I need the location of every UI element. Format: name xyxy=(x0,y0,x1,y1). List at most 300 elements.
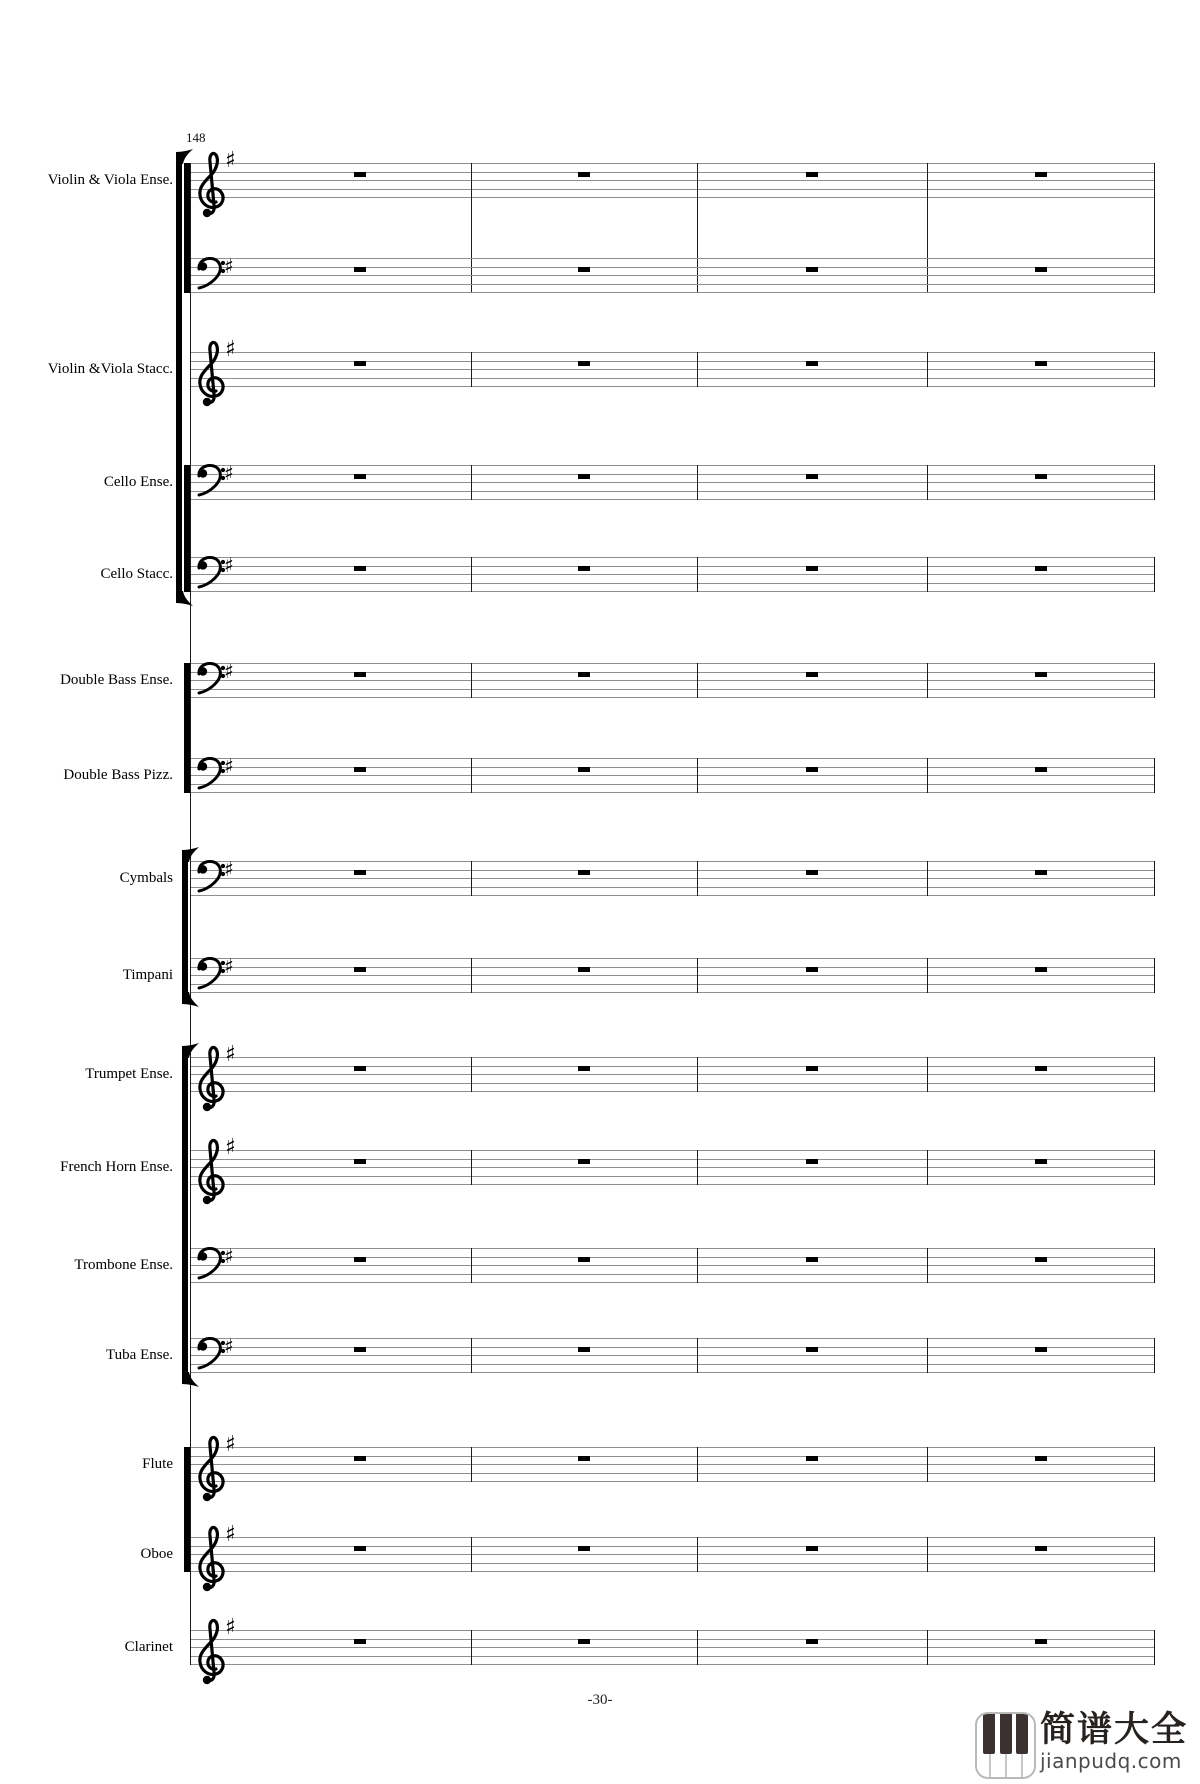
watermark xyxy=(975,1712,1188,1779)
key-signature-sharp: ♯ xyxy=(225,1522,236,1547)
page-number: -30- xyxy=(587,1692,613,1708)
barline xyxy=(927,1150,928,1185)
bass-clef xyxy=(195,957,227,996)
bracket-wing-icon xyxy=(182,992,199,1007)
staff-line xyxy=(190,163,1154,164)
final-barline xyxy=(1154,1630,1155,1665)
whole-rest xyxy=(578,767,590,772)
key-signature-sharp: ♯ xyxy=(224,1244,234,1268)
bracket-wing-icon xyxy=(182,1372,199,1387)
instrument-label-double-bass-pizz: Double Bass Pizz. xyxy=(63,767,173,783)
staff-line xyxy=(190,1372,1154,1373)
staff-line xyxy=(190,878,1154,879)
staff-flute xyxy=(190,1432,1154,1482)
bass-clef xyxy=(195,464,227,503)
whole-rest xyxy=(578,672,590,677)
barline xyxy=(697,352,698,387)
final-barline xyxy=(1154,465,1155,500)
staff-line xyxy=(190,861,1154,862)
whole-rest xyxy=(354,870,366,875)
staff-line xyxy=(190,663,1154,664)
bass-clef-icon xyxy=(195,464,227,498)
whole-rest xyxy=(354,1159,366,1164)
staff-line xyxy=(190,1664,1154,1665)
staff-line xyxy=(190,292,1154,293)
staff-line xyxy=(190,1481,1154,1482)
key-signature-sharp: ♯ xyxy=(225,337,236,362)
key-signature-sharp: ♯ xyxy=(224,461,234,485)
staff-clarinet xyxy=(190,1615,1154,1665)
whole-rest xyxy=(806,566,818,571)
barline xyxy=(471,1447,472,1482)
key-signature-sharp: ♯ xyxy=(225,1135,236,1160)
bass-clef xyxy=(195,860,227,899)
whole-rest xyxy=(578,1546,590,1551)
bass-clef xyxy=(195,1337,227,1376)
staff-line xyxy=(190,870,1154,871)
whole-rest xyxy=(354,1639,366,1644)
staff-line xyxy=(190,672,1154,673)
barline xyxy=(697,1537,698,1572)
staff-line xyxy=(190,1057,1154,1058)
whole-rest xyxy=(354,566,366,571)
barline xyxy=(697,1447,698,1482)
group-bracket-celli xyxy=(184,465,190,593)
whole-rest xyxy=(1035,172,1047,177)
whole-rest xyxy=(354,672,366,677)
black-key xyxy=(1000,1714,1012,1754)
staff-line xyxy=(190,583,1154,584)
bracket-wing-icon xyxy=(176,591,193,606)
whole-rest xyxy=(806,267,818,272)
staff-line xyxy=(190,1554,1154,1555)
staff-double-bass-pizz xyxy=(190,754,1154,793)
whole-rest xyxy=(578,1639,590,1644)
final-barline xyxy=(1154,557,1155,592)
treble-clef xyxy=(195,1045,227,1120)
staff-line xyxy=(190,1456,1154,1457)
treble-clef xyxy=(195,1525,227,1600)
bass-clef-icon xyxy=(195,1247,227,1281)
staff-line xyxy=(190,1159,1154,1160)
barline xyxy=(927,557,928,592)
final-barline xyxy=(1154,861,1155,896)
black-key xyxy=(1016,1714,1028,1754)
barline xyxy=(471,758,472,793)
key-signature-sharp: ♯ xyxy=(224,254,234,278)
whole-rest xyxy=(806,361,818,366)
barline xyxy=(471,1248,472,1283)
barline xyxy=(471,663,472,698)
barline xyxy=(697,958,698,993)
key-signature-sharp: ♯ xyxy=(224,553,234,577)
staff-line xyxy=(190,482,1154,483)
staff-double-bass-ense xyxy=(190,659,1154,698)
black-key xyxy=(983,1714,995,1754)
whole-rest xyxy=(806,1066,818,1071)
barline xyxy=(927,1057,928,1092)
barline xyxy=(927,1537,928,1572)
barline xyxy=(927,663,928,698)
key-signature-sharp: ♯ xyxy=(224,954,234,978)
staff-cello-stacc xyxy=(190,553,1154,592)
final-barline xyxy=(1154,1537,1155,1572)
group-bracket-percussion xyxy=(182,861,188,994)
watermark-text xyxy=(1040,1712,1188,1772)
staff-line xyxy=(190,680,1154,681)
barline xyxy=(927,1630,928,1665)
instrument-label-cymbals: Cymbals xyxy=(119,870,173,886)
treble-clef xyxy=(195,151,227,226)
treble-clef-icon xyxy=(195,1525,227,1595)
whole-rest xyxy=(354,1456,366,1461)
whole-rest xyxy=(1035,267,1047,272)
key-signature-sharp: ♯ xyxy=(224,659,234,683)
staff-line xyxy=(190,591,1154,592)
bass-clef xyxy=(195,1247,227,1286)
bass-clef xyxy=(195,257,227,296)
staff-line xyxy=(190,1338,1154,1339)
barline xyxy=(471,1057,472,1092)
instrument-label-cello-ense: Cello Ense. xyxy=(103,474,173,490)
whole-rest xyxy=(354,1257,366,1262)
whole-rest xyxy=(1035,967,1047,972)
bass-clef-icon xyxy=(195,1337,227,1371)
barline xyxy=(471,465,472,500)
whole-rest xyxy=(1035,767,1047,772)
staff-line xyxy=(190,992,1154,993)
whole-rest xyxy=(806,1347,818,1352)
staff-line xyxy=(190,1656,1154,1657)
group-bracket-brass xyxy=(182,1057,188,1374)
measure-number: 148 xyxy=(186,130,206,145)
barline xyxy=(927,352,928,387)
watermark-site-name: 简谱大全 xyxy=(1040,1710,1189,1750)
whole-rest xyxy=(354,267,366,272)
staff-line xyxy=(190,1571,1154,1572)
staff-line xyxy=(190,197,1154,198)
whole-rest xyxy=(578,361,590,366)
staff-line xyxy=(190,1282,1154,1283)
treble-clef-icon xyxy=(195,1435,227,1505)
staff-trumpet-ense xyxy=(190,1042,1154,1092)
barline xyxy=(471,1338,472,1373)
staff-line xyxy=(190,1066,1154,1067)
instrument-label-violin-viola-ense: Violin & Viola Ense. xyxy=(47,172,173,188)
whole-rest xyxy=(1035,1159,1047,1164)
whole-rest xyxy=(806,767,818,772)
barline xyxy=(697,1150,698,1185)
barline xyxy=(927,465,928,500)
bass-clef-icon xyxy=(195,556,227,590)
staff-line xyxy=(190,697,1154,698)
instrument-label-flute: Flute xyxy=(142,1456,173,1472)
staff-violin-viola-ense-bass xyxy=(190,254,1154,293)
staff-oboe xyxy=(190,1522,1154,1572)
staff-line xyxy=(190,887,1154,888)
staff-line xyxy=(190,369,1154,370)
staff-line xyxy=(190,172,1154,173)
final-barline xyxy=(1154,663,1155,698)
key-signature-sharp: ♯ xyxy=(224,857,234,881)
staff-line xyxy=(190,499,1154,500)
barline xyxy=(471,1150,472,1185)
staff-line xyxy=(190,984,1154,985)
final-barline xyxy=(1154,1150,1155,1185)
bass-clef-icon xyxy=(195,757,227,791)
final-barline xyxy=(1154,1057,1155,1092)
barline xyxy=(927,1447,928,1482)
whole-rest xyxy=(1035,1257,1047,1262)
staff-line xyxy=(190,352,1154,353)
treble-clef-icon xyxy=(195,1618,227,1688)
staff-line xyxy=(190,975,1154,976)
whole-rest xyxy=(354,361,366,366)
whole-rest xyxy=(354,967,366,972)
instrument-label-trumpet-ense: Trumpet Ense. xyxy=(85,1066,173,1082)
barline xyxy=(697,1248,698,1283)
whole-rest xyxy=(806,1639,818,1644)
whole-rest xyxy=(1035,870,1047,875)
whole-rest xyxy=(806,672,818,677)
staff-line xyxy=(190,557,1154,558)
staff-line xyxy=(190,275,1154,276)
group-bracket-double-basses xyxy=(184,663,190,794)
whole-rest xyxy=(354,474,366,479)
barline xyxy=(697,1630,698,1665)
staff-line xyxy=(190,767,1154,768)
bass-clef xyxy=(195,662,227,701)
treble-clef-icon xyxy=(195,1138,227,1208)
staff-line xyxy=(190,1091,1154,1092)
whole-rest xyxy=(806,1456,818,1461)
staff-line xyxy=(190,386,1154,387)
whole-rest xyxy=(354,767,366,772)
whole-rest xyxy=(578,1257,590,1262)
treble-clef-icon xyxy=(195,340,227,410)
bracket-wing-icon xyxy=(182,1043,199,1058)
staff-line xyxy=(190,1248,1154,1249)
whole-rest xyxy=(806,1257,818,1262)
whole-rest xyxy=(578,474,590,479)
group-bracket-flute-oboe xyxy=(184,1447,190,1573)
staff-line xyxy=(190,1176,1154,1177)
instrument-label-tuba-ense: Tuba Ense. xyxy=(106,1347,173,1363)
staff-line xyxy=(190,1647,1154,1648)
staff-line xyxy=(190,1639,1154,1640)
staff-cello-ense xyxy=(190,461,1154,500)
staff-line xyxy=(190,1546,1154,1547)
bass-clef-icon xyxy=(195,257,227,291)
instrument-label-cello-stacc: Cello Stacc. xyxy=(100,566,173,582)
whole-rest xyxy=(1035,566,1047,571)
staff-line xyxy=(190,474,1154,475)
whole-rest xyxy=(354,172,366,177)
whole-rest xyxy=(354,1347,366,1352)
key-signature-sharp: ♯ xyxy=(224,754,234,778)
barline xyxy=(471,1537,472,1572)
whole-rest xyxy=(578,172,590,177)
staff-line xyxy=(190,566,1154,567)
whole-rest xyxy=(578,1456,590,1461)
bracket-wing-icon xyxy=(176,149,193,164)
barline xyxy=(471,958,472,993)
bass-clef xyxy=(195,757,227,796)
staff-line xyxy=(190,1364,1154,1365)
piano-logo-icon xyxy=(975,1712,1036,1779)
staff-timpani xyxy=(190,954,1154,993)
whole-rest xyxy=(806,172,818,177)
barline xyxy=(697,1338,698,1373)
staff-line xyxy=(190,1184,1154,1185)
barline xyxy=(697,1057,698,1092)
staff-line xyxy=(190,1150,1154,1151)
staff-tuba-ense xyxy=(190,1334,1154,1373)
instrument-label-oboe: Oboe xyxy=(140,1546,173,1562)
staff-violin-viola-ense xyxy=(190,148,1154,198)
treble-clef xyxy=(195,1435,227,1510)
staff-line xyxy=(190,1355,1154,1356)
whole-rest xyxy=(1035,672,1047,677)
staff-french-horn-ense xyxy=(190,1135,1154,1185)
whole-rest xyxy=(806,870,818,875)
whole-rest xyxy=(806,474,818,479)
instrument-label-violin-viola-stacc: Violin &Viola Stacc. xyxy=(47,361,173,377)
staff-line xyxy=(190,784,1154,785)
instrument-label-timpani: Timpani xyxy=(122,967,173,983)
treble-clef-icon xyxy=(195,1045,227,1115)
key-signature-sharp: ♯ xyxy=(225,1042,236,1067)
whole-rest xyxy=(1035,1639,1047,1644)
instrument-label-french-horn-ense: French Horn Ense. xyxy=(60,1159,173,1175)
whole-rest xyxy=(578,566,590,571)
staff-line xyxy=(190,574,1154,575)
whole-rest xyxy=(1035,1456,1047,1461)
final-barline xyxy=(1154,352,1155,387)
bass-clef-icon xyxy=(195,957,227,991)
barline xyxy=(697,557,698,592)
whole-rest xyxy=(806,967,818,972)
barline xyxy=(927,758,928,793)
barline xyxy=(471,352,472,387)
staff-line xyxy=(190,895,1154,896)
group-bracket-strings xyxy=(176,163,182,593)
barline xyxy=(697,663,698,698)
barline xyxy=(697,465,698,500)
final-barline xyxy=(1154,163,1155,293)
staff-line xyxy=(190,775,1154,776)
barline xyxy=(697,861,698,896)
staff-line xyxy=(190,1274,1154,1275)
instrument-label-double-bass-ense: Double Bass Ense. xyxy=(60,672,173,688)
staff-line xyxy=(190,258,1154,259)
staff-line xyxy=(190,1473,1154,1474)
bass-clef-icon xyxy=(195,662,227,696)
staff-line xyxy=(190,1257,1154,1258)
staff-line xyxy=(190,1563,1154,1564)
final-barline xyxy=(1154,1447,1155,1482)
staff-line xyxy=(190,491,1154,492)
treble-clef xyxy=(195,1138,227,1213)
system-start-barline xyxy=(190,163,191,1665)
whole-rest xyxy=(578,1347,590,1352)
treble-clef-icon xyxy=(195,151,227,221)
barline xyxy=(697,758,698,793)
whole-rest xyxy=(354,1546,366,1551)
group-bracket-violin-viola-grand-staff xyxy=(184,163,190,294)
staff-line xyxy=(190,180,1154,181)
final-barline xyxy=(1154,958,1155,993)
staff-line xyxy=(190,1347,1154,1348)
staff-line xyxy=(190,792,1154,793)
staff-line xyxy=(190,1464,1154,1465)
staff-line xyxy=(190,1167,1154,1168)
staff-trombone-ense xyxy=(190,1244,1154,1283)
whole-rest xyxy=(1035,1546,1047,1551)
staff-line xyxy=(190,284,1154,285)
barline xyxy=(927,1338,928,1373)
barline xyxy=(471,557,472,592)
staff-violin-viola-stacc xyxy=(190,337,1154,387)
whole-rest xyxy=(1035,361,1047,366)
whole-rest xyxy=(1035,474,1047,479)
whole-rest xyxy=(1035,1066,1047,1071)
staff-line xyxy=(190,1447,1154,1448)
staff-line xyxy=(190,378,1154,379)
whole-rest xyxy=(806,1159,818,1164)
bass-clef-icon xyxy=(195,860,227,894)
staff-line xyxy=(190,189,1154,190)
whole-rest xyxy=(578,267,590,272)
treble-clef xyxy=(195,340,227,415)
key-signature-sharp: ♯ xyxy=(225,1432,236,1457)
whole-rest xyxy=(578,967,590,972)
whole-rest xyxy=(806,1546,818,1551)
key-signature-sharp: ♯ xyxy=(224,1334,234,1358)
bass-clef xyxy=(195,556,227,595)
staff-line xyxy=(190,267,1154,268)
staff-line xyxy=(190,758,1154,759)
key-signature-sharp: ♯ xyxy=(225,1615,236,1640)
barline xyxy=(471,861,472,896)
key-signature-sharp: ♯ xyxy=(225,148,236,173)
staff-line xyxy=(190,361,1154,362)
instrument-label-trombone-ense: Trombone Ense. xyxy=(74,1257,173,1273)
whole-rest xyxy=(578,1159,590,1164)
treble-clef xyxy=(195,1618,227,1693)
barline xyxy=(927,1248,928,1283)
staff-line xyxy=(190,465,1154,466)
final-barline xyxy=(1154,758,1155,793)
watermark-site-url: jianpudq.com xyxy=(1040,1749,1182,1773)
staff-line xyxy=(190,1074,1154,1075)
staff-cymbals xyxy=(190,857,1154,896)
staff-line xyxy=(190,958,1154,959)
instrument-label-clarinet: Clarinet xyxy=(124,1639,173,1655)
final-barline xyxy=(1154,1338,1155,1373)
barline xyxy=(927,958,928,993)
staff-line xyxy=(190,1630,1154,1631)
whole-rest xyxy=(578,870,590,875)
final-barline xyxy=(1154,1248,1155,1283)
barline xyxy=(927,861,928,896)
whole-rest xyxy=(354,1066,366,1071)
staff-line xyxy=(190,689,1154,690)
staff-line xyxy=(190,967,1154,968)
whole-rest xyxy=(578,1066,590,1071)
barline xyxy=(471,1630,472,1665)
whole-rest xyxy=(1035,1347,1047,1352)
